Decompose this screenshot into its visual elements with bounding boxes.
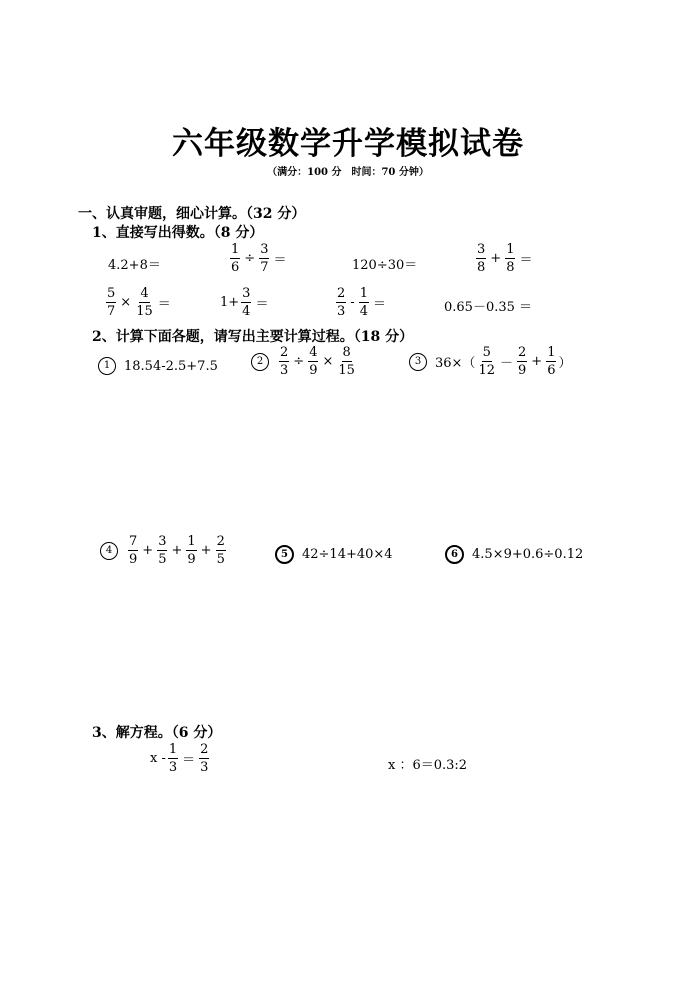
problem-2-2: 2 $\frac{2}{3}$ ÷ $\frac{4}{9}$ × $\frac{8}{15}$ [251,346,358,377]
problem-2-5: 5 42÷14+40×4 [275,545,393,564]
section-1-heading: 一、认真审题，细心计算。（32 分） [78,206,306,222]
fraction: $\frac{3}{4}$ [242,286,251,319]
number-marker: 2 [251,353,269,371]
fraction: $\frac{3}{7}$ [260,242,269,275]
number-marker: 5 [275,545,294,564]
number-marker: 4 [100,542,118,560]
fraction: $\frac{7}{9}$ [129,534,138,567]
fraction: $\frac{2}{3}$ [337,286,346,319]
fraction: $\frac{1}{9}$ [187,534,196,567]
fraction: $\frac{2}{5}$ [216,534,225,567]
fraction: $\frac{2}{3}$ [280,345,289,378]
exam-info: （满分：100 分 时间：70 分钟） [267,167,429,178]
problem-2-6: 6 4.5×9+0.6÷0.12 [445,545,583,564]
fraction: $\frac{1}{6}$ [231,242,240,275]
page-title: 六年级数学升学模拟试卷 [172,126,524,162]
problem-1-2: $\frac{1}{6}$ ÷ $\frac{3}{7}$ ＝ [231,242,287,275]
fraction: $\frac{3}{5}$ [158,534,167,567]
part-2-heading: 2、计算下面各题，请写出主要计算过程。（18 分） [92,329,414,345]
problem-text: 4.2+8＝ [108,258,161,273]
fraction: $\frac{1}{4}$ [359,286,368,319]
problem-1-8 [444,296,532,315]
problem-2-4: 4 $\frac{7}{9}$ + $\frac{3}{5}$ + $\frac{1}{9}$ + $\frac{2}{5}$ [100,535,228,566]
problem-1-1 [108,254,161,273]
problem-2-3: 3 36×（ $\frac{5}{12}$ － $\frac{2}{9}$ + $\frac{1}{6}$ ） [409,346,571,377]
problem-1-3 [352,254,417,273]
problem-1-7: $\frac{2}{3}$ - $\frac{1}{4}$ ＝ [337,286,386,319]
equation-1: x - $\frac{1}{3}$ ＝ $\frac{2}{3}$ [150,742,209,775]
fraction: $\frac{2}{9}$ [518,345,527,378]
fraction: $\frac{1}{8}$ [506,242,515,275]
fraction: $\frac{1}{3}$ [168,742,178,775]
fraction: $\frac{1}{6}$ [547,345,556,378]
problem-1-6: 1+ $\frac{3}{4}$ ＝ [220,286,269,319]
problem-text: 120÷30＝ [352,258,418,273]
fraction: $\frac{5}{7}$ [107,286,116,319]
fraction: $\frac{4}{9}$ [309,345,318,378]
problem-1-5: $\frac{5}{7}$ × $\frac{4}{15}$ ＝ [107,286,171,319]
problem-text: 0.65－0.35 ＝ [444,300,533,315]
fraction: $\frac{8}{15}$ [338,345,355,378]
problem-2-1: 1 18.54-2.5+7.5 [98,357,218,375]
equation-2: x ：6＝0.3:2 [388,758,468,773]
fraction: $\frac{2}{3}$ [200,742,209,775]
number-marker: 1 [98,357,116,375]
problem-1-4: $\frac{3}{8}$ + $\frac{1}{8}$ ＝ [477,242,533,275]
fraction: $\frac{3}{8}$ [477,242,486,275]
number-marker: 6 [445,545,464,564]
part-3-heading: 3、解方程。（6 分） [92,725,222,741]
fraction: $\frac{4}{15}$ [136,286,153,319]
fraction: $\frac{5}{12}$ [478,345,495,378]
part-1-heading: 1、直接写出得数。（8 分） [92,225,264,241]
number-marker: 3 [409,353,427,371]
